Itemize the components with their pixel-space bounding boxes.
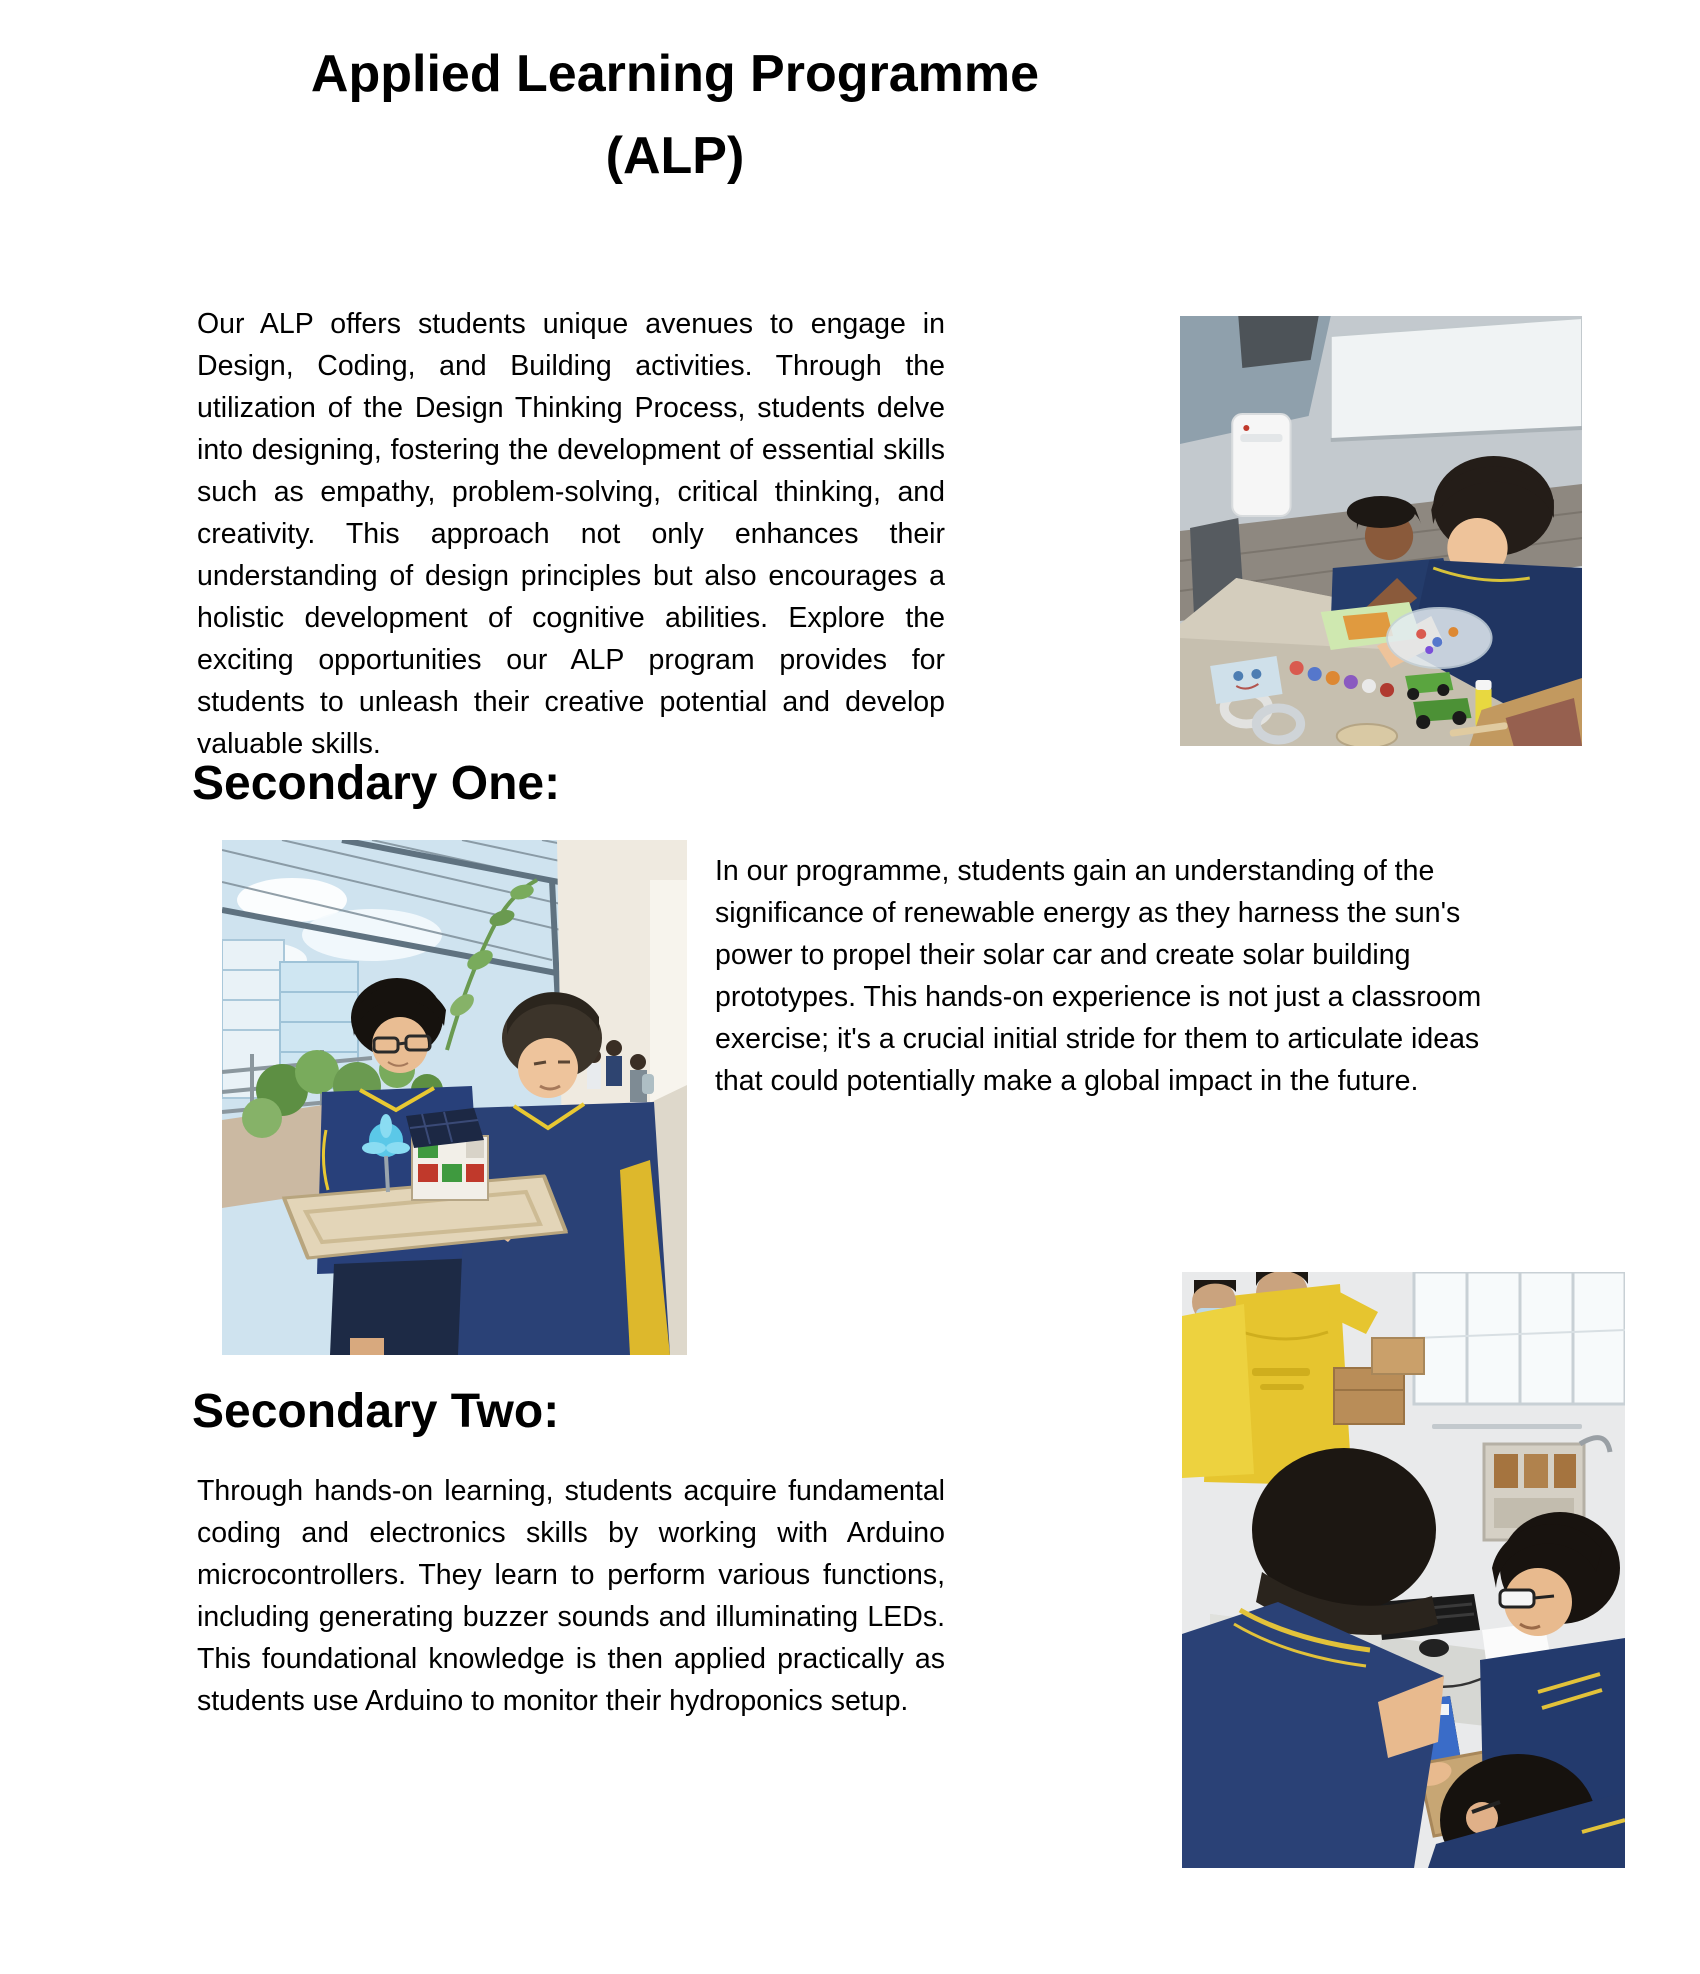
arduino-activity-illustration (1182, 1272, 1625, 1868)
page-title: Applied Learning Programme (310, 45, 1040, 103)
paint-pot (1290, 661, 1304, 675)
classroom-craft-illustration (1180, 316, 1582, 746)
page-subtitle: (ALP) (605, 127, 745, 185)
paint-pot (1308, 667, 1322, 681)
paint-pot (1344, 675, 1358, 689)
paint-pot (1326, 671, 1340, 685)
intro-paragraph: Our ALP offers students unique avenues to engage in Design, Coding, and Building activities. Through the utilization of the Design Thinking Process, students delve into designing, fostering the development of essential skills such as empathy, problem-solving, critical thinking, and creativity. This approach not only enhances their understanding of design principles but also encourages a holistic development of cognitive abilities. Explore the exciting opportunities our ALP program provides for students to unleash their creative potential and develop valuable skills. (197, 308, 945, 760)
secondary-two-heading: Secondary Two: (192, 1385, 560, 1438)
secondary-two-paragraph: Through hands-on learning, students acquire fundamental coding and electronics skills by working with Arduino microcontrollers. They learn to perform various functions, including generating buzzer sounds and illuminating LEDs. This foundational knowledge is then applied practically as students use Arduino to monitor their hydroponics setup. (197, 1475, 945, 1717)
air-purifier (1232, 414, 1290, 516)
classroom-craft-photo (1180, 316, 1582, 746)
seed-bowl (1337, 724, 1397, 746)
glasses (1500, 1590, 1534, 1607)
solar-prototype-illustration (222, 840, 687, 1355)
paint-pot (1362, 679, 1376, 693)
secondary-one-heading: Secondary One: (192, 757, 561, 810)
paint-pot (1380, 683, 1394, 697)
cardboard-box (1372, 1338, 1424, 1374)
solar-prototype-photo (222, 840, 687, 1355)
cardboard-box (1334, 1368, 1404, 1424)
wall-quote-text (1432, 1424, 1582, 1429)
black-tape (1419, 1639, 1449, 1657)
whiteboard (1331, 318, 1582, 440)
arduino-activity-photo (1182, 1272, 1625, 1868)
secondary-one-paragraph: In our programme, students gain an understanding of the significance of renewable energy as they harness the sun's power to propel their solar car and create solar building prototypes. This hands-on experience is not just a classroom exercise; it's a crucial initial stride for them to articulate ideas that could potentially make a global impact in the future. (715, 855, 1482, 1097)
wall-screen (1238, 316, 1318, 368)
